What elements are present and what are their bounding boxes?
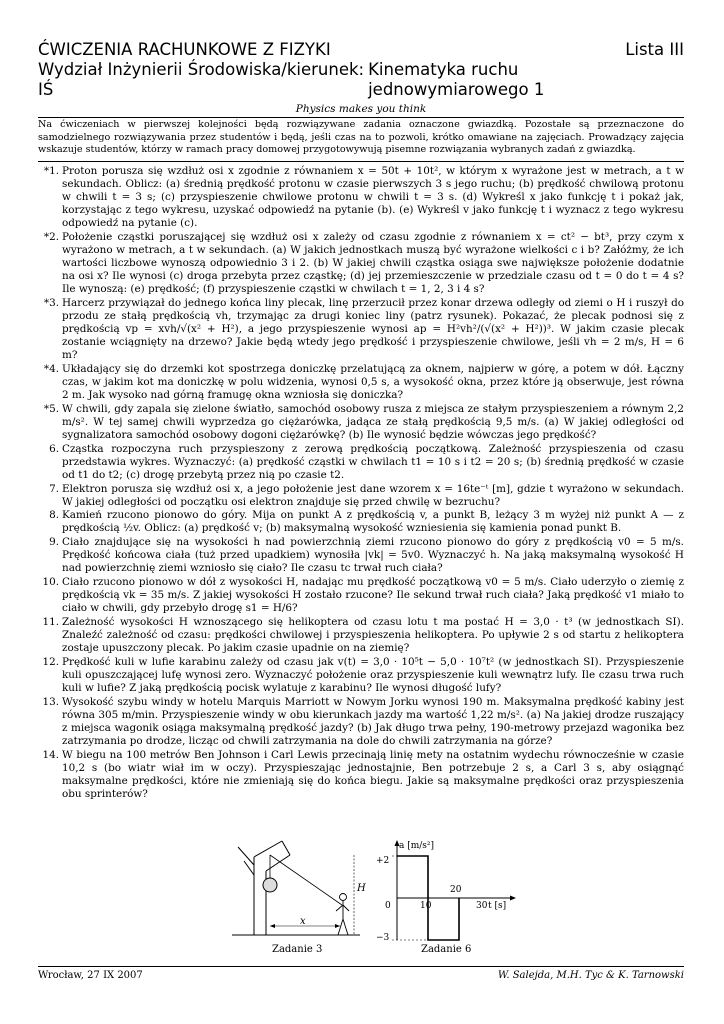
problem-text: Cząstka rozpoczyna ruch przyspieszony z zerową prędkością początkową. Zależność przyspieszenia od czasu przedstawia wykres. Wyznaczyć: (a) prędkość cząstki w chwilach t1 = 10 s i t2 = 20 s; (b) średnią prędkość w czasie od t1 do t2; (c) drogę przebytą przez nią po czasie t2. (62, 442, 684, 481)
tick-10: 10 (420, 901, 432, 911)
chart-zadanie-6 (372, 836, 522, 946)
problem-item (38, 749, 684, 801)
problem-item (38, 536, 684, 575)
problem-number: 6. (49, 442, 59, 455)
tick-30: 30 (476, 901, 488, 911)
problem-number: *1. (43, 164, 59, 177)
list-number: Lista III (625, 40, 684, 59)
footer-date: Wrocław, 27 IX 2007 (38, 970, 143, 981)
problem-item (38, 231, 684, 296)
problem-number: *5. (43, 402, 59, 415)
problem-number: 7. (49, 482, 59, 495)
motto: Physics makes you think (295, 103, 427, 115)
problem-text: Ciało rzucono pionowo w dół z wysokości H, nadając mu prędkość początkową v0 = 5 m/s. Ciało uderzyło o ziemię z prędkością vk = 35 m/s. Z jakiej wysokości H zostało rzucone? Ile sekund trwał ruch ciała? Jaką prędkość v1 miało to ciało w chwili, gdy przebyło drogę s1 = H/6? (62, 576, 684, 615)
problem-text: Kamień rzucono pionowo do góry. Mija on punkt A z prędkością v, a punkt B, leżący 3 m wyżej niż punkt A — z prędkością ½v. Oblicz: (a) prędkość v; (b) maksymalną wysokość wzniesienia się kamienia ponad punkt B. (62, 509, 684, 535)
page (38, 40, 684, 802)
problem-number: 10. (42, 576, 59, 589)
problem-text: Elektron porusza się wzdłuż osi x, a jego położenie jest dane wzorem x = 16te⁻ᵗ [m], gdzie t wyrażono w sekundach. W jakiej odległości od początku osi elektron znajduje się przed chwilę w bezruchu? (62, 482, 684, 508)
label-x: x (300, 916, 306, 927)
x-axis-arrow (510, 896, 516, 901)
problem-item (38, 165, 684, 230)
problem-text: Ciało znajdujące się na wysokości h nad powierzchnią ziemi rzucono pionowo do góry z prędkością v0 = 5 m/s. Prędkość końcowa ciała (tuż przed upadkiem) wynosiła |vk| = 5v0. Wyznaczyć h. Na jaką maksymalną wysokość H nad powierzchnię ziemi wzniosło się ciało? Ile czasu tc trwał ruch ciała? (62, 536, 684, 575)
problem-item (38, 509, 684, 535)
problem-text: Położenie cząstki poruszającej się wzdłuż osi x zależy od czasu zgodnie z równaniem x = ct² − bt³, przy czym x wyrażono w metrach, a t w sekundach. (a) W jakich jednostkach muszą być wyrażone wielkości c i b? Załóżmy, że ich wartości liczbowe wynoszą odpowiednio 3 i 2. (b) W jakiej chwili cząstka osiąga swe największe położenie dodatnie na osi x? Ile wynosi (c) droga przebyta przez cząstkę; (d) jej przemieszczenie w przedziale czasu od t = 0 do t = 4 s? Ile wynoszą: (e) prędkość; (f) przyspieszenie cząstki w chwilach t = 1, 2, 3 i 4 s? (62, 230, 684, 296)
problem-list (38, 165, 684, 801)
problem-number: 9. (49, 536, 59, 549)
problem-item (38, 363, 684, 402)
problem-text: Wysokość szybu windy w hotelu Marquis Marriott w Nowym Jorku wynosi 190 m. Maksymalna prędkość kabiny jest równa 305 m/min. Przyspieszenie windy w obu kierunkach jazdy ma wartość 1,22 m/s². (a) Na jakiej drodze ruszający z miejsca wagonik osiąga maksymalną prędkość jazdy? (b) Jak długo trwa pełny, 190-metrowy przejazd wagonika bez zatrzymania po drodze, licząc od chwili zatrzymania na dole do chwili zatrzymania na górze? (62, 695, 684, 747)
rope-diagonal (270, 855, 342, 905)
problem-text: Proton porusza się wzdłuż osi x zgodnie z równaniem x = 50t + 10t², w którym x wyrażone jest w metrach, a t w sekundach. Oblicz: (a) średnią prędkość protonu w czasie pierwszych 3 s jego ruchu; (b) prędkość chwilową protonu w chwili t = 3 s; (c) przyspieszenie chwilowe protonu w chwili t = 3 s. (d) Wykreśl x jako funkcję t i pokaż jak, korzystając z tego wykresu, uzyskać odpowiedź na pytanie (b). (e) Wykreśl v jako funkcję t i wyznacz z tego wykresu odpowiedź na pytanie (c). (62, 164, 684, 230)
problem-number: 12. (42, 655, 59, 668)
problem-text: Harcerz przywiązał do jednego końca liny plecak, linę przerzucił przez konar drzewa odległy od ziemi o H i ruszył do przodu ze stałą prędkością vh, trzymając za drugi koniec liny (patrz rysunek). Pokazać, że plecak podnosi się z prędkością vp = xvh/√(x² + H²), a jego przyspieszenie wynosi ap = H²vh²/(√(x² + H²))³. W jakim czasie plecak zostanie wciągnięty na drzewo? Jakie będą wtedy jego prędkość i przyspieszenie chwilowe, jeśli vh = 2 m/s, H = 6 m? (62, 296, 684, 362)
problem-item (38, 576, 684, 615)
label-h: H (357, 883, 366, 894)
problem-text: Zależność wysokości H wznoszącego się helikoptera od czasu lotu t ma postać H = 3,0 · t³ (w jednostkach SI). Znaleźć zależność od czasu: prędkości chwilowej i przyspieszenia helikoptera. Po upływie 2 s od startu z helikoptera zostaje upuszczony plecak. Po jakim czasie upadnie on na ziemię? (62, 615, 684, 655)
problem-number: *3. (43, 296, 59, 309)
person-head (340, 894, 347, 901)
header-row-1 (38, 40, 684, 60)
x-arrow-left (270, 924, 275, 928)
problem-item (38, 403, 684, 442)
x-axis-label: t [s] (488, 901, 507, 911)
tick-minus3: −3 (376, 933, 390, 943)
footer (38, 964, 684, 981)
backpack (263, 878, 277, 892)
faculty-name: Wydział Inżynierii Środowiska/kierunek: IŚ (38, 60, 365, 99)
problem-item (38, 297, 684, 362)
problem-number: *4. (43, 362, 59, 375)
problem-text: Układający się do drzemki kot spostrzega doniczkę przelatującą za oknem, najpierw w górę, a potem w dół. Łączny czas, w jakim kot ma doniczkę w polu widzenia, wynosi 0,5 s, a wysokość okna, przez które ją obserwuje, jest równa 2 m. Jak wysoko nad górną framugę okna wzniosła się doniczka? (62, 362, 684, 402)
problem-number: 11. (42, 615, 59, 628)
header-row-2 (38, 60, 684, 100)
list-topic: Kinematyka ruchu jednowymiarowego 1 (368, 60, 545, 99)
x-arrow-right (335, 924, 340, 928)
problem-item (38, 656, 684, 695)
tick-plus2: +2 (376, 856, 390, 866)
caption-zadanie-3: Zadanie 3 (272, 944, 323, 955)
intro-rule (38, 161, 684, 162)
footer-row (38, 970, 684, 981)
course-title: ĆWICZENIA RACHUNKOWE Z FIZYKI (38, 40, 331, 59)
intro-paragraph: Na ćwiczeniach w pierwszej kolejności będą rozwiązywane zadania oznaczone gwiazdką. Pozostałe są przeznaczone do samodzielnego rozwiązywania przez studentów i będą, jeśli czas na to pozwoli, krótko omawiane na zajęciach. Prowadzący zajęcia wskazuje studentów, którzy w ramach pracy domowej przygotowywują pisemne rozwiązania wybranych zadań z gwiazdką. (38, 119, 684, 156)
problem-text: Prędkość kuli w lufie karabinu zależy od czasu jak v(t) = 3,0 · 10⁵t − 5,0 · 10⁷t² (w jednostkach SI). Przyspieszenie kuli opuszczającej lufę wynosi zero. Wyznaczyć położenie oraz przyspieszenie kuli wewnątrz lufy. Ile czasu trwa ruch kuli w lufie? Z jaką prędkością pocisk wylatuje z karabinu? Ile wynosi długość lufy? (62, 655, 684, 694)
footer-rule (38, 966, 684, 967)
tree-branch-left (238, 847, 254, 875)
problem-number: 14. (42, 748, 59, 761)
person-body (336, 901, 349, 935)
problem-item (38, 616, 684, 655)
problem-text: W biegu na 100 metrów Ben Johnson i Carl Lewis przecinają linię mety na ostatnim wydechu równocześnie w czasie 10,2 s (bo wiatr wiał im w oczy). Przyspieszając jednostajnie, Ben potrzebuje 2 s, a Carl 3 s, aby osiągnąć maksymalne prędkości, które nie zmieniają się do końca biegu. Jakie są maksymalne prędkości oraz przyspieszenia obu sprinterów? (62, 748, 684, 800)
caption-zadanie-6: Zadanie 6 (421, 944, 472, 955)
tree-trunk (254, 857, 266, 935)
problem-number: 8. (49, 509, 59, 522)
problem-item (38, 696, 684, 748)
footer-authors: W. Salejda, M.H. Tyc & K. Tarnowski (497, 970, 684, 981)
problem-item (38, 483, 684, 509)
figure-zadanie-3 (230, 835, 380, 960)
tick-20: 20 (450, 885, 462, 895)
tick-0: 0 (385, 901, 391, 911)
problem-number: 13. (42, 695, 59, 708)
problem-item (38, 443, 684, 482)
y-axis-label: a [m/s²] (399, 841, 435, 851)
problem-number: *2. (43, 230, 59, 243)
problem-text: W chwili, gdy zapala się zielone światło, samochód osobowy rusza z miejsca ze stałym przyspieszeniem a równym 2,2 m/s². W tej samej chwili wyprzedza go ciężarówka, jadąca ze stałą prędkością 9,5 m/s. (a) W jakiej odległości od sygnalizatora samochód osobowy dogoni ciężarówkę? (b) Ile wynosić będzie wówczas jego prędkość? (62, 402, 684, 442)
